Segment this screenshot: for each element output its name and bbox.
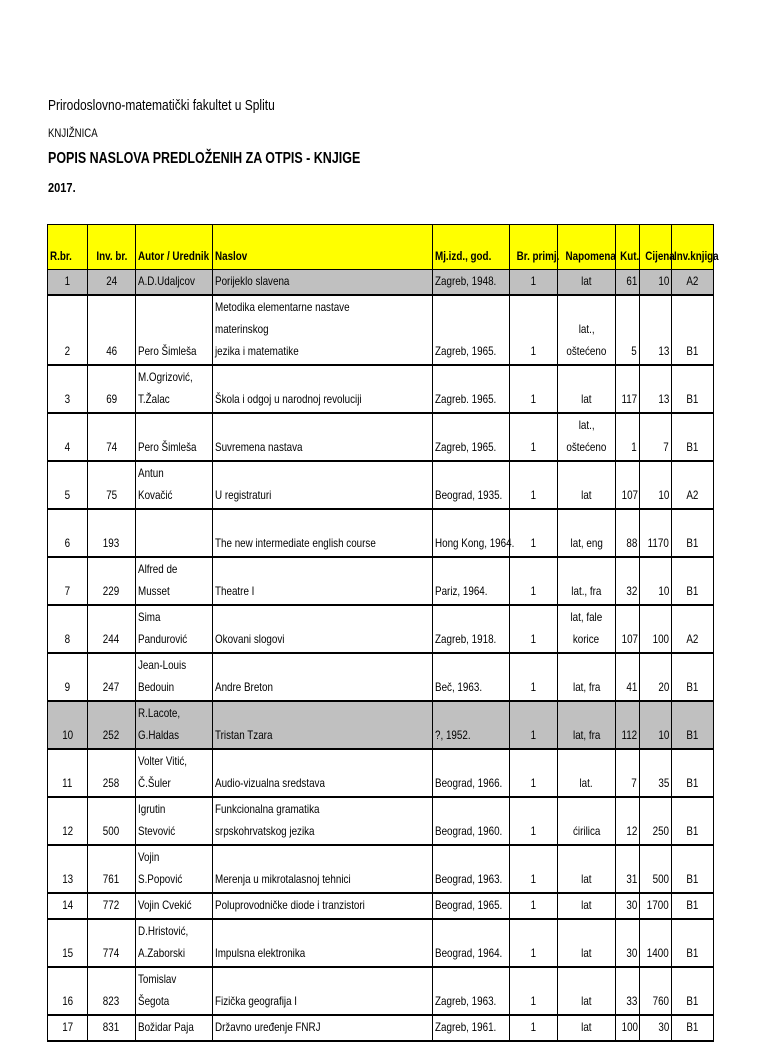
author-cell (136, 509, 213, 557)
price-cell: 10 (640, 270, 672, 296)
title-cell (213, 509, 433, 557)
note-line: lat (581, 994, 592, 1008)
title-line: Impulsna elektronika (215, 946, 306, 960)
copies-cell: 1 (510, 413, 558, 461)
title-cell (213, 365, 433, 413)
title-line: Merenja u mikrotalasnoj tehnici (215, 872, 351, 886)
author-line: T.Žalac (138, 392, 170, 406)
place-year-cell: Zagreb, 1961. (433, 1015, 510, 1041)
title-cell (213, 701, 433, 749)
author-cell (136, 461, 213, 509)
price-cell: 500 (640, 845, 672, 893)
author-line: Č.Šuler (138, 776, 171, 790)
box-cell: 33 (616, 967, 640, 1015)
column-header: Inv.knjiga (672, 225, 714, 270)
inventory-book-cell: B1 (672, 413, 714, 461)
box-cell: 61 (616, 270, 640, 296)
row-number-cell: 3 (48, 365, 88, 413)
price-cell: 20 (640, 653, 672, 701)
inventory-book-cell: B1 (672, 749, 714, 797)
inventory-book-cell: B1 (672, 557, 714, 605)
author-line: Vojin Cvekić (138, 898, 192, 912)
box-cell: 7 (616, 749, 640, 797)
row-number-cell: 4 (48, 413, 88, 461)
author-line: Jean-Louis (138, 658, 187, 672)
inventory-number-cell: 258 (88, 749, 136, 797)
note-line: lat., fra (571, 584, 602, 598)
place-year-cell: Beograd, 1963. (433, 845, 510, 893)
copies-cell: 1 (510, 557, 558, 605)
inventory-book-cell: B1 (672, 967, 714, 1015)
table-row (48, 967, 714, 1015)
author-line: Božidar Paja (138, 1020, 194, 1034)
box-cell: 100 (616, 1015, 640, 1041)
table-row (48, 919, 714, 967)
inventory-book-cell: B1 (672, 797, 714, 845)
author-line: Volter Vitić, (138, 754, 188, 768)
title-line: Metodika elementarne nastave materinskog (215, 300, 350, 336)
inventory-number-cell: 24 (88, 270, 136, 296)
copies-cell: 1 (510, 967, 558, 1015)
box-cell: 30 (616, 919, 640, 967)
price-cell: 10 (640, 461, 672, 509)
inventory-number-cell: 831 (88, 1015, 136, 1041)
price-cell: 13 (640, 295, 672, 365)
row-number-cell: 1 (48, 270, 88, 296)
copies-cell: 1 (510, 701, 558, 749)
column-header: Br. primj. (510, 225, 558, 270)
table-row (48, 653, 714, 701)
column-header: Napomena (558, 225, 616, 270)
author-line: Pero Šimleša (138, 440, 197, 454)
author-line: G.Haldas (138, 728, 180, 742)
document-year: 2017. (48, 180, 76, 195)
title-line: jezika i matematike (215, 344, 299, 358)
copies-cell: 1 (510, 270, 558, 296)
note-line: lat (581, 274, 592, 288)
withdrawal-books-table (47, 224, 719, 1042)
inventory-number-cell: 823 (88, 967, 136, 1015)
row-number-cell: 2 (48, 295, 88, 365)
copies-cell: 1 (510, 295, 558, 365)
box-cell: 30 (616, 893, 640, 919)
title-line: Škola i odgoj u narodnoj revoluciji (215, 392, 362, 406)
author-line: A.Zaborski (138, 946, 186, 960)
note-cell (558, 749, 616, 797)
note-line: lat, fra (572, 680, 601, 694)
author-cell (136, 605, 213, 653)
table-row (48, 1015, 714, 1041)
box-cell: 117 (616, 365, 640, 413)
note-line: lat (581, 488, 592, 502)
author-line: A.D.Udaljcov (138, 274, 195, 288)
author-line: Alfred de Musset (138, 562, 178, 598)
table-row (48, 605, 714, 653)
inventory-number-cell: 75 (88, 461, 136, 509)
inventory-number-cell: 761 (88, 845, 136, 893)
column-header: Kut. (616, 225, 640, 270)
table-row (48, 461, 714, 509)
title-cell (213, 270, 433, 296)
row-number-cell: 5 (48, 461, 88, 509)
title-line: Poluprovodničke diode i tranzistori (215, 898, 365, 912)
title-cell (213, 967, 433, 1015)
place-year-cell: Beč, 1963. (433, 653, 510, 701)
author-cell (136, 1015, 213, 1041)
title-cell (213, 461, 433, 509)
box-cell: 88 (616, 509, 640, 557)
box-cell: 5 (616, 295, 640, 365)
box-cell: 107 (616, 605, 640, 653)
table-row (48, 365, 714, 413)
copies-cell: 1 (510, 1015, 558, 1041)
copies-cell: 1 (510, 893, 558, 919)
copies-cell: 1 (510, 845, 558, 893)
row-number-cell: 11 (48, 749, 88, 797)
copies-cell: 1 (510, 797, 558, 845)
title-line: Suvremena nastava (215, 440, 303, 454)
inventory-number-cell: 247 (88, 653, 136, 701)
author-cell (136, 413, 213, 461)
title-cell (213, 1015, 433, 1041)
inventory-book-cell: B1 (672, 919, 714, 967)
note-line: lat (581, 872, 592, 886)
note-cell (558, 461, 616, 509)
row-number-cell: 14 (48, 893, 88, 919)
place-year-cell: Zagreb, 1965. (433, 413, 510, 461)
inventory-book-cell: A2 (672, 461, 714, 509)
title-line: Theatre I (215, 584, 255, 598)
note-cell (558, 605, 616, 653)
department-name: KNJIŽNICA (48, 126, 98, 140)
inventory-book-cell: B1 (672, 509, 714, 557)
price-cell: 250 (640, 797, 672, 845)
inventory-book-cell: A2 (672, 270, 714, 296)
row-number-cell: 16 (48, 967, 88, 1015)
price-cell: 13 (640, 365, 672, 413)
place-year-cell: Beograd, 1960. (433, 797, 510, 845)
title-cell (213, 605, 433, 653)
note-line: lat., (578, 418, 595, 432)
table-body (48, 270, 714, 1042)
note-line: lat (581, 898, 592, 912)
copies-cell: 1 (510, 509, 558, 557)
author-line: Pero Šimleša (138, 344, 197, 358)
note-line: ćirilica (572, 824, 601, 838)
price-cell: 10 (640, 557, 672, 605)
author-line: Vojin S.Popović (138, 850, 183, 886)
table-row (48, 749, 714, 797)
place-year-cell: Zagreb. 1965. (433, 365, 510, 413)
title-cell (213, 919, 433, 967)
author-cell (136, 557, 213, 605)
column-header: Autor / Urednik (136, 225, 213, 270)
inventory-number-cell: 229 (88, 557, 136, 605)
document-title: POPIS NASLOVA PREDLOŽENIH ZA OTPIS - KNJIGE (48, 150, 361, 167)
title-line: Porijeklo slavena (215, 274, 290, 288)
title-line: Fizička geografija I (215, 994, 298, 1008)
box-cell: 41 (616, 653, 640, 701)
row-number-cell: 7 (48, 557, 88, 605)
table-row (48, 413, 714, 461)
copies-cell: 1 (510, 605, 558, 653)
column-header: Naslov (213, 225, 433, 270)
note-line: lat, fra (572, 728, 601, 742)
copies-cell: 1 (510, 919, 558, 967)
title-line: Državno uređenje FNRJ (215, 1020, 321, 1034)
author-cell (136, 797, 213, 845)
price-cell: 1400 (640, 919, 672, 967)
place-year-cell: ?, 1952. (433, 701, 510, 749)
column-header: Cijena (640, 225, 672, 270)
inventory-book-cell: A2 (672, 605, 714, 653)
author-cell (136, 893, 213, 919)
inventory-book-cell: B1 (672, 1015, 714, 1041)
note-line: lat (581, 946, 592, 960)
row-number-cell: 12 (48, 797, 88, 845)
place-year-cell: Zagreb, 1965. (433, 295, 510, 365)
title-cell (213, 557, 433, 605)
author-cell (136, 919, 213, 967)
author-line: Antun Kovačić (138, 466, 173, 502)
copies-cell: 1 (510, 461, 558, 509)
title-cell (213, 653, 433, 701)
author-line: R.Lacote, (138, 706, 181, 720)
box-cell: 1 (616, 413, 640, 461)
note-line: lat, eng (570, 536, 603, 550)
title-line: Funkcionalna gramatika srpskohrvatskog jezika (215, 802, 320, 838)
note-cell (558, 295, 616, 365)
table-row (48, 845, 714, 893)
inventory-number-cell: 244 (88, 605, 136, 653)
price-cell: 1700 (640, 893, 672, 919)
inventory-number-cell: 46 (88, 295, 136, 365)
row-number-cell: 10 (48, 701, 88, 749)
copies-cell: 1 (510, 653, 558, 701)
title-cell (213, 413, 433, 461)
inventory-number-cell: 252 (88, 701, 136, 749)
place-year-cell: Beograd, 1935. (433, 461, 510, 509)
note-line: lat, fale (570, 610, 603, 624)
note-cell (558, 653, 616, 701)
table-row (48, 797, 714, 845)
price-cell: 1170 (640, 509, 672, 557)
note-cell (558, 919, 616, 967)
table-row (48, 701, 714, 749)
row-number-cell: 13 (48, 845, 88, 893)
note-line: lat (581, 392, 592, 406)
author-cell (136, 701, 213, 749)
table-row (48, 557, 714, 605)
title-cell (213, 797, 433, 845)
author-line: Sima Pandurović (138, 610, 188, 646)
price-cell: 35 (640, 749, 672, 797)
inventory-book-cell: B1 (672, 701, 714, 749)
column-header: Inv. br. (88, 225, 136, 270)
inventory-book-cell: B1 (672, 295, 714, 365)
author-line: M.Ogrizović, (138, 370, 193, 384)
title-line: Andre Breton (215, 680, 273, 694)
note-line: korice (573, 632, 600, 646)
author-cell (136, 749, 213, 797)
note-cell (558, 270, 616, 296)
box-cell: 107 (616, 461, 640, 509)
place-year-cell: Hong Kong, 1964. (433, 509, 510, 557)
place-year-cell: Beograd, 1966. (433, 749, 510, 797)
inventory-number-cell: 74 (88, 413, 136, 461)
author-cell (136, 270, 213, 296)
inventory-book-cell: B1 (672, 845, 714, 893)
copies-cell: 1 (510, 365, 558, 413)
box-cell: 12 (616, 797, 640, 845)
row-number-cell: 6 (48, 509, 88, 557)
table-row (48, 893, 714, 919)
place-year-cell: Zagreb, 1948. (433, 270, 510, 296)
author-line: Igrutin Stevović (138, 802, 176, 838)
inventory-number-cell: 772 (88, 893, 136, 919)
price-cell: 7 (640, 413, 672, 461)
title-line: Tristan Tzara (215, 728, 273, 742)
row-number-cell: 9 (48, 653, 88, 701)
note-line: oštećeno (566, 440, 607, 454)
row-number-cell: 17 (48, 1015, 88, 1041)
inventory-number-cell: 193 (88, 509, 136, 557)
title-line: U registraturi (215, 488, 272, 502)
inventory-number-cell: 500 (88, 797, 136, 845)
place-year-cell: Zagreb, 1963. (433, 967, 510, 1015)
row-number-cell: 8 (48, 605, 88, 653)
title-line: Audio-vizualna sredstava (215, 776, 325, 790)
price-cell: 10 (640, 701, 672, 749)
note-cell (558, 845, 616, 893)
place-year-cell: Pariz, 1964. (433, 557, 510, 605)
note-cell (558, 509, 616, 557)
box-cell: 31 (616, 845, 640, 893)
title-line: Okovani slogovi (215, 632, 285, 646)
copies-cell: 1 (510, 749, 558, 797)
column-header: R.br. (48, 225, 88, 270)
note-cell (558, 967, 616, 1015)
inventory-number-cell: 69 (88, 365, 136, 413)
row-number-cell: 15 (48, 919, 88, 967)
table-row (48, 509, 714, 557)
author-cell (136, 295, 213, 365)
title-line: The new intermediate english course (215, 536, 376, 550)
note-cell (558, 365, 616, 413)
title-cell (213, 295, 433, 365)
note-cell (558, 893, 616, 919)
box-cell: 32 (616, 557, 640, 605)
title-cell (213, 845, 433, 893)
place-year-cell: Beograd, 1965. (433, 893, 510, 919)
place-year-cell: Beograd, 1964. (433, 919, 510, 967)
note-cell (558, 1015, 616, 1041)
author-cell (136, 365, 213, 413)
table-header-row (48, 225, 714, 270)
place-year-cell: Zagreb, 1918. (433, 605, 510, 653)
box-cell: 112 (616, 701, 640, 749)
note-cell (558, 797, 616, 845)
note-cell (558, 557, 616, 605)
column-header: Mj.izd., god. (433, 225, 510, 270)
note-line: lat (581, 1020, 592, 1034)
price-cell: 100 (640, 605, 672, 653)
table-row (48, 295, 714, 365)
title-cell (213, 893, 433, 919)
author-line: D.Hristović, (138, 924, 189, 938)
inventory-book-cell: B1 (672, 653, 714, 701)
table-row (48, 270, 714, 296)
note-cell (558, 701, 616, 749)
title-cell (213, 749, 433, 797)
note-line: lat. (579, 776, 594, 790)
author-line: Bedouin (138, 680, 175, 694)
price-cell: 30 (640, 1015, 672, 1041)
inventory-book-cell: B1 (672, 893, 714, 919)
note-cell (558, 413, 616, 461)
price-cell: 760 (640, 967, 672, 1015)
author-line: Tomislav Šegota (138, 972, 177, 1008)
author-cell (136, 967, 213, 1015)
note-line: lat., (578, 322, 595, 336)
inventory-book-cell: B1 (672, 365, 714, 413)
author-cell (136, 653, 213, 701)
note-line: oštećeno (566, 344, 607, 358)
author-cell (136, 845, 213, 893)
inventory-number-cell: 774 (88, 919, 136, 967)
institution-name: Prirodoslovno-matematički fakultet u Splitu (48, 97, 275, 114)
